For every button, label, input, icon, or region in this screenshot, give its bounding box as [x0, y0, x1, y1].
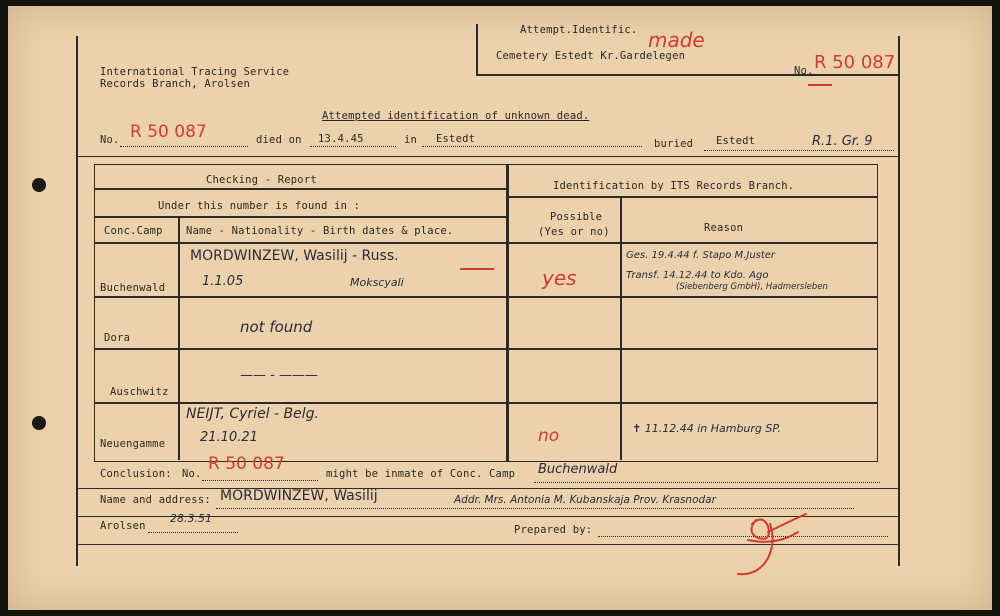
row1-birthdate: 1.1.05: [202, 274, 244, 289]
conclusion-no-value: R 50 087: [208, 454, 285, 474]
row2-camp: Dora: [104, 332, 131, 344]
rule-under: [94, 216, 508, 218]
under-number: Under this number is found in :: [158, 200, 361, 212]
table-divider-camp: [178, 218, 180, 460]
row1-name: MORDWINZEW, Wasilij - Russ.: [190, 248, 399, 264]
signature-scribble: [728, 502, 818, 582]
rule-colheads: [94, 242, 878, 244]
row1-reason2: Transf. 14.12.44 to Kdo. Ago: [626, 270, 769, 281]
conclusion-camp-dots: [534, 482, 880, 483]
name-address-label: Name and address:: [100, 494, 211, 506]
conclusion-camp-value: Buchenwald: [538, 462, 618, 477]
red-underline: [808, 84, 832, 86]
table-divider-main: [506, 164, 509, 462]
record-no-value: R 50 087: [130, 122, 207, 142]
col-name: Name - Nationality - Birth dates & place.: [186, 225, 454, 237]
header-box-bottom: [476, 74, 900, 76]
rule-row2: [94, 348, 878, 350]
row1-camp: Buchenwald: [100, 282, 166, 294]
row1-possible: yes: [542, 266, 577, 290]
row1-reason1: Ges. 19.4.44 f. Stapo M.Juster: [626, 250, 776, 261]
conclusion-rule: [76, 488, 898, 489]
document-card: [8, 6, 992, 610]
row1-reason3: (Siebenberg GmbH), Hadmersleben: [676, 282, 828, 292]
header-no-value: R 50 087: [814, 52, 896, 73]
conclusion-no-dots: [202, 480, 318, 481]
row1-red-underline: [460, 268, 494, 270]
row4-reason: ✝ 11.12.44 in Hamburg SP.: [632, 422, 781, 435]
rule-checking: [94, 188, 508, 190]
row4-possible: no: [538, 426, 560, 446]
prepared-label: Prepared by:: [514, 524, 593, 536]
header-box-right: [898, 36, 900, 566]
footer-place: Arolsen: [100, 520, 146, 532]
attempt-label: Attempt.Identific.: [520, 24, 638, 36]
in-dots: [422, 146, 642, 147]
rule-row1: [94, 296, 878, 298]
checking-header: Checking - Report: [206, 174, 317, 186]
died-label: died on: [256, 134, 302, 146]
footer-date-dots: [148, 532, 238, 533]
died-dots: [310, 146, 396, 147]
header-no-label: No.: [794, 65, 814, 77]
record-rule: [76, 156, 898, 157]
table-divider-reason: [620, 196, 622, 460]
page-title: Attempted identification of unknown dead.: [322, 110, 590, 122]
in-value: Estedt: [436, 133, 476, 145]
rule-row3: [94, 402, 878, 404]
died-value: 13.4.45: [318, 133, 364, 145]
buried-label: buried: [654, 138, 694, 150]
footer-date: 28.3.51: [170, 512, 212, 525]
col-possible: Possible: [550, 211, 603, 223]
buried-grave: R.1. Gr. 9: [812, 134, 873, 149]
row2-name: not found: [240, 318, 313, 336]
row3-name: —— - ———: [240, 368, 318, 383]
name-address-value: MORDWINZEW, Wasilij: [220, 488, 378, 504]
col-possible-sub: (Yes or no): [538, 226, 610, 238]
cemetery-label: Cemetery Estedt Kr.Gardelegen: [496, 50, 686, 62]
in-label: in: [404, 134, 418, 146]
record-no-label: No.: [100, 134, 120, 146]
header-box-left: [476, 24, 478, 76]
buried-place: Estedt: [716, 135, 756, 147]
row1-birthplace: Mokscyali: [350, 276, 404, 289]
punch-hole-top: [32, 178, 46, 192]
row3-camp: Auschwitz: [110, 386, 169, 398]
attempt-value: made: [648, 28, 705, 52]
row4-name: NEIJT, Cyriel - Belg.: [186, 406, 319, 422]
conclusion-no-label: No.: [182, 468, 202, 480]
row4-birthdate: 21.10.21: [200, 430, 258, 445]
margin-line: [76, 36, 78, 566]
buried-dots: [704, 150, 894, 151]
record-no-dots: [120, 146, 248, 147]
col-camp: Conc.Camp: [104, 225, 163, 237]
identification-header: Identification by ITS Records Branch.: [553, 180, 795, 192]
rule-ident: [508, 196, 878, 198]
conclusion-might-be: might be inmate of Conc. Camp: [326, 468, 516, 480]
org-line1: International Tracing Service: [100, 66, 290, 78]
col-reason: Reason: [704, 222, 744, 234]
name-address-address: Addr. Mrs. Antonia M. Kubanskaja Prov. Krasnodar: [454, 494, 716, 506]
org-line2: Records Branch, Arolsen: [100, 78, 250, 90]
punch-hole-bottom: [32, 416, 46, 430]
conclusion-label: Conclusion:: [100, 468, 172, 480]
row4-camp: Neuengamme: [100, 438, 166, 450]
